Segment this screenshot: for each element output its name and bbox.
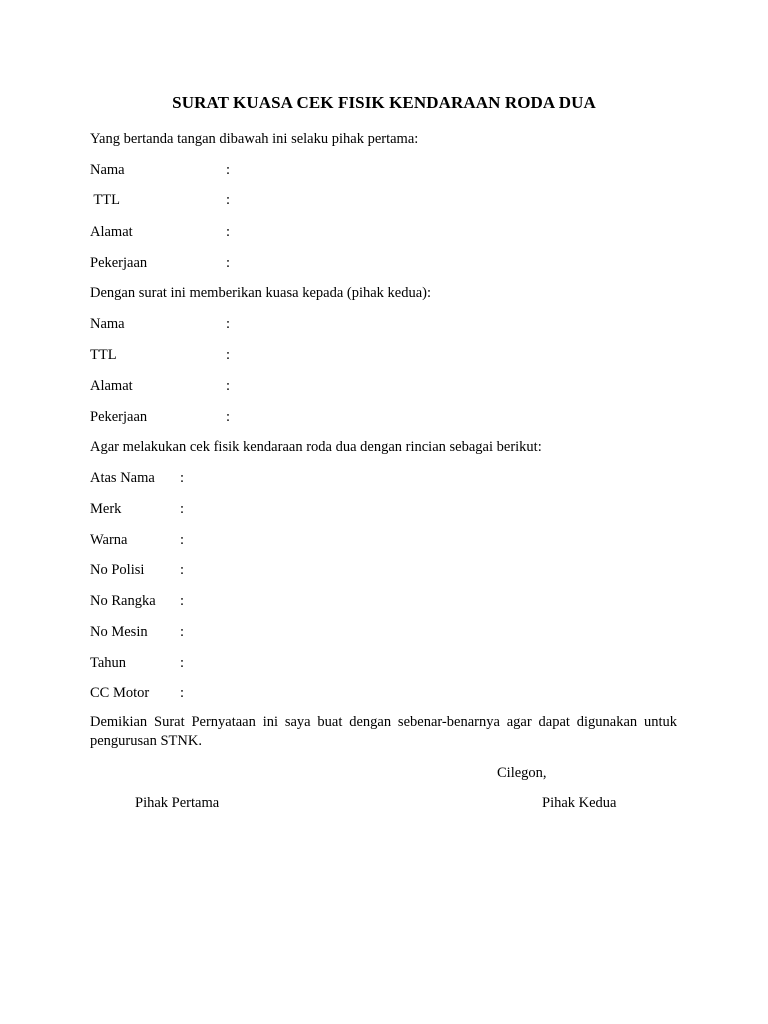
field-colon: :	[226, 409, 231, 425]
field-label: Pekerjaan	[90, 409, 148, 425]
first-party-ttl-row	[0, 191, 768, 209]
field-colon: :	[180, 562, 185, 578]
field-colon: :	[226, 162, 231, 178]
vehicle-cc-row	[0, 684, 768, 702]
field-colon: :	[226, 255, 231, 271]
field-label: Tahun	[90, 655, 127, 671]
vehicle-frame-row	[0, 592, 768, 610]
first-party-address-row	[0, 223, 768, 241]
field-label: Atas Nama	[90, 470, 155, 486]
field-label: Merk	[90, 501, 122, 517]
vehicle-engine-row	[0, 623, 768, 641]
document-title: SURAT KUASA CEK FISIK KENDARAAN RODA DUA	[172, 93, 596, 112]
vehicle-plate-row	[0, 561, 768, 579]
field-label: Alamat	[90, 224, 133, 240]
field-colon: :	[226, 378, 231, 394]
field-colon: :	[180, 532, 185, 548]
first-party-signature-label: Pihak Pertama	[135, 795, 220, 811]
field-colon: :	[180, 501, 185, 517]
intro-vehicle-details: Agar melakukan cek fisik kendaraan roda dua dengan rincian sebagai berikut:	[90, 439, 542, 455]
field-label: Nama	[90, 162, 125, 178]
field-label: No Polisi	[90, 562, 145, 578]
field-label: Alamat	[90, 378, 133, 394]
field-label: TTL	[90, 347, 117, 363]
field-colon: :	[180, 624, 185, 640]
field-label: No Rangka	[90, 593, 156, 609]
field-label: No Mesin	[90, 624, 148, 640]
field-colon: :	[180, 470, 185, 486]
first-party-occupation-row	[0, 254, 768, 272]
vehicle-color-row	[0, 531, 768, 549]
intro-first-party: Yang bertanda tangan dibawah ini selaku pihak pertama:	[90, 131, 419, 147]
vehicle-brand-row	[0, 500, 768, 518]
signing-place: Cilegon,	[497, 765, 547, 781]
field-label: Warna	[90, 532, 128, 548]
second-party-signature-label: Pihak Kedua	[542, 795, 617, 811]
second-party-address-row	[0, 377, 768, 395]
field-label: CC Motor	[90, 685, 150, 701]
field-label: Nama	[90, 316, 125, 332]
first-party-name-row	[0, 161, 768, 179]
field-colon: :	[226, 224, 231, 240]
field-colon: :	[180, 593, 185, 609]
field-colon: :	[180, 655, 185, 671]
field-colon: :	[226, 192, 231, 208]
second-party-occupation-row	[0, 408, 768, 426]
field-colon: :	[180, 685, 185, 701]
vehicle-owner-row	[0, 469, 768, 487]
field-colon: :	[226, 347, 231, 363]
field-label: TTL	[90, 192, 120, 208]
vehicle-year-row	[0, 654, 768, 672]
second-party-name-row	[0, 315, 768, 333]
field-colon: :	[226, 316, 231, 332]
intro-second-party: Dengan surat ini memberikan kuasa kepada (pihak kedua):	[90, 285, 432, 301]
second-party-ttl-row	[0, 346, 768, 364]
closing-statement: Demikian Surat Pernyataan ini saya buat dengan sebenar-benarnya agar dapat digunakan untuk pengurusan STNK.	[90, 714, 677, 749]
field-label: Pekerjaan	[90, 255, 148, 271]
